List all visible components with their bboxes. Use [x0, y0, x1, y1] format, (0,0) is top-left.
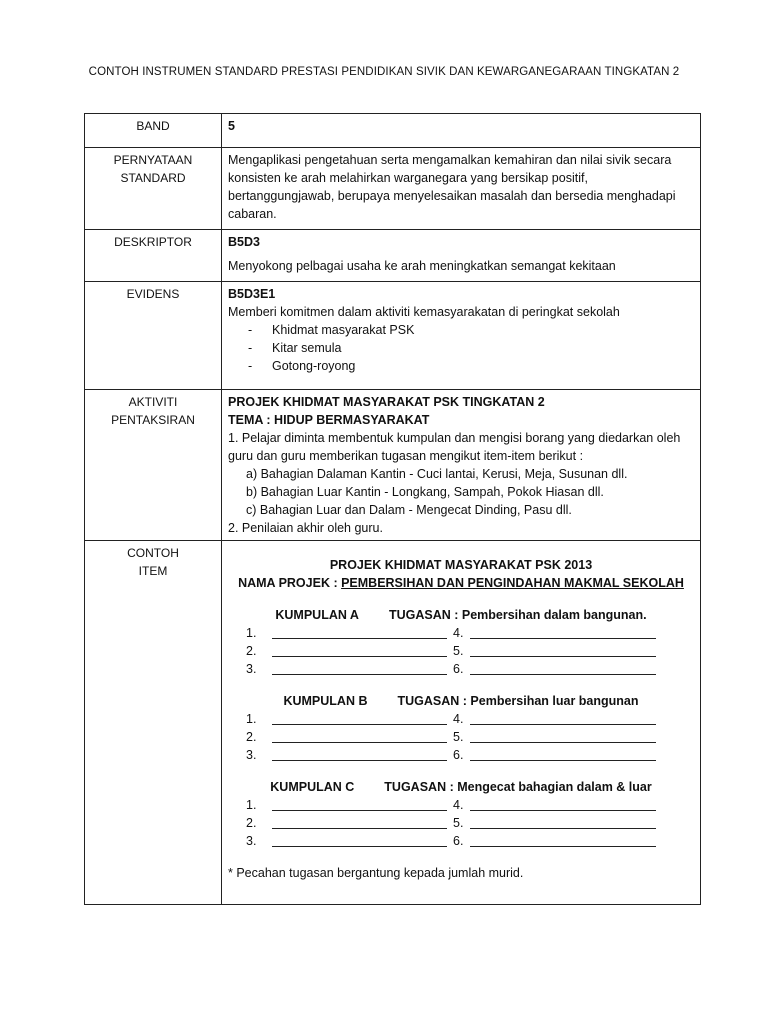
- group-a-name: KUMPULAN A: [275, 608, 359, 622]
- list-item: - Khidmat masyarakat PSK: [248, 321, 694, 339]
- blank-line: [272, 730, 447, 743]
- aktiviti-title: PROJEK KHIDMAT MASYARAKAT PSK TINGKATAN 2: [228, 395, 545, 409]
- evidens-text: Memberi komitmen dalam aktiviti kemasyarakatan di peringkat sekolah: [228, 305, 620, 319]
- blank-line: [272, 626, 447, 639]
- blank-line: [272, 748, 447, 761]
- group-b-row-2: [246, 728, 694, 746]
- blank-line: [272, 834, 447, 847]
- group-c-tugasan: TUGASAN : Mengecat bahagian dalam & luar: [384, 780, 652, 794]
- blank-line: [470, 644, 656, 657]
- group-a-row-3: [246, 660, 694, 678]
- pernyataan-label-line1: PERNYATAAN: [113, 153, 193, 167]
- num: 3.: [246, 748, 257, 762]
- contoh-note: * Pecahan tugasan bergantung kepada jumlah murid.: [228, 866, 524, 880]
- contoh-label: [85, 541, 222, 905]
- blank-line: [470, 662, 656, 675]
- blank-line: [470, 816, 656, 829]
- num: 6.: [453, 834, 464, 848]
- pernyataan-label-line2: STANDARD: [120, 171, 186, 185]
- blank-line: [272, 662, 447, 675]
- group-c-row-1: [246, 796, 694, 814]
- deskriptor-label: DESKRIPTOR: [85, 230, 222, 282]
- evidens-list: [228, 321, 694, 375]
- aktiviti-cell: [222, 390, 701, 541]
- contoh-label-line2: ITEM: [138, 564, 168, 578]
- blank-line: [470, 730, 656, 743]
- pernyataan-label: [85, 148, 222, 230]
- row-deskriptor: [85, 230, 701, 282]
- blank-line: [272, 816, 447, 829]
- num: 3.: [246, 662, 257, 676]
- group-b-header: [228, 692, 694, 710]
- evidens-code: B5D3E1: [228, 287, 276, 301]
- nama-projek-prefix: NAMA PROJEK :: [238, 576, 342, 590]
- aktiviti-sub-a: a) Bahagian Dalaman Kantin - Cuci lantai, Kerusi, Meja, Susunan dll.: [246, 467, 628, 481]
- group-a-header: [228, 606, 694, 624]
- group-a-row-1: [246, 624, 694, 642]
- deskriptor-cell: [222, 230, 701, 282]
- contoh-cell: [222, 541, 701, 905]
- contoh-label-line1: CONTOH: [127, 546, 179, 560]
- group-a-row-2: [246, 642, 694, 660]
- deskriptor-text: Menyokong pelbagai usaha ke arah meningkatkan semangat kekitaan: [228, 259, 616, 273]
- group-c-name: KUMPULAN C: [270, 780, 355, 794]
- group-c: [228, 778, 694, 850]
- list-item: - Kitar semula: [248, 339, 694, 357]
- blank-line: [470, 748, 656, 761]
- num: 1.: [246, 798, 257, 812]
- group-c-row-3: [246, 832, 694, 850]
- row-pernyataan: [85, 148, 701, 230]
- group-b-name: KUMPULAN B: [283, 694, 368, 708]
- evidens-label: EVIDENS: [85, 282, 222, 390]
- group-c-header: [228, 778, 694, 796]
- group-b: [228, 692, 694, 764]
- aktiviti-label-line2: PENTAKSIRAN: [111, 413, 195, 427]
- num: 6.: [453, 662, 464, 676]
- blank-line: [470, 626, 656, 639]
- evidens-cell: [222, 282, 701, 390]
- contoh-title: PROJEK KHIDMAT MASYARAKAT PSK 2013: [329, 558, 593, 572]
- page-title: CONTOH INSTRUMEN STANDARD PRESTASI PENDIDIKAN SIVIK DAN KEWARGANEGARAAN TINGKATAN 2: [88, 66, 680, 78]
- band-value: 5: [222, 114, 701, 148]
- group-b-row-1: [246, 710, 694, 728]
- nama-projek-value: PEMBERSIHAN DAN PENGINDAHAN MAKMAL SEKOLAH: [341, 576, 684, 590]
- standard-table: [84, 113, 701, 905]
- aktiviti-label: [85, 390, 222, 541]
- row-contoh: [85, 541, 701, 905]
- num: 2.: [246, 816, 257, 830]
- band-label: BAND: [85, 114, 222, 148]
- blank-line: [272, 712, 447, 725]
- group-b-row-3: [246, 746, 694, 764]
- aktiviti-point2: 2. Penilaian akhir oleh guru.: [228, 521, 383, 535]
- pernyataan-text: Mengaplikasi pengetahuan serta mengamalkan kemahiran dan nilai sivik secara konsisten ke arah melahirkan warganegara yang bersikap positif, bertanggungjawab, berupaya menyelesaikan masalah dan bersedia menghadapi cabaran.: [222, 148, 701, 230]
- aktiviti-point1: 1. Pelajar diminta membentuk kumpulan dan mengisi borang yang diedarkan oleh guru dan guru memberikan tugasan mengikut item-item berikut :: [228, 431, 681, 463]
- group-c-row-2: [246, 814, 694, 832]
- num: 2.: [246, 730, 257, 744]
- blank-line: [272, 798, 447, 811]
- num: 5.: [453, 730, 464, 744]
- group-a: [228, 606, 694, 678]
- contoh-nama-projek: [228, 574, 694, 592]
- num: 4.: [453, 798, 464, 812]
- num: 1.: [246, 712, 257, 726]
- aktiviti-sub-b: b) Bahagian Luar Kantin - Longkang, Sampah, Pokok Hiasan dll.: [246, 485, 604, 499]
- num: 1.: [246, 626, 257, 640]
- group-b-tugasan: TUGASAN : Pembersihan luar bangunan: [397, 694, 639, 708]
- blank-line: [470, 798, 656, 811]
- group-a-tugasan: TUGASAN : Pembersihan dalam bangunan.: [388, 608, 647, 622]
- blank-line: [470, 834, 656, 847]
- num: 4.: [453, 712, 464, 726]
- blank-line: [272, 644, 447, 657]
- row-aktiviti: [85, 390, 701, 541]
- num: 6.: [453, 748, 464, 762]
- num: 5.: [453, 644, 464, 658]
- num: 4.: [453, 626, 464, 640]
- list-item: - Gotong-royong: [248, 357, 694, 375]
- num: 2.: [246, 644, 257, 658]
- aktiviti-tema: TEMA : HIDUP BERMASYARAKAT: [228, 413, 430, 427]
- deskriptor-code: B5D3: [228, 235, 260, 249]
- aktiviti-label-line1: AKTIVITI: [128, 395, 178, 409]
- num: 5.: [453, 816, 464, 830]
- row-band: [85, 114, 701, 148]
- aktiviti-sub-c: c) Bahagian Luar dan Dalam - Mengecat Dinding, Pasu dll.: [246, 503, 572, 517]
- num: 3.: [246, 834, 257, 848]
- blank-line: [470, 712, 656, 725]
- row-evidens: [85, 282, 701, 390]
